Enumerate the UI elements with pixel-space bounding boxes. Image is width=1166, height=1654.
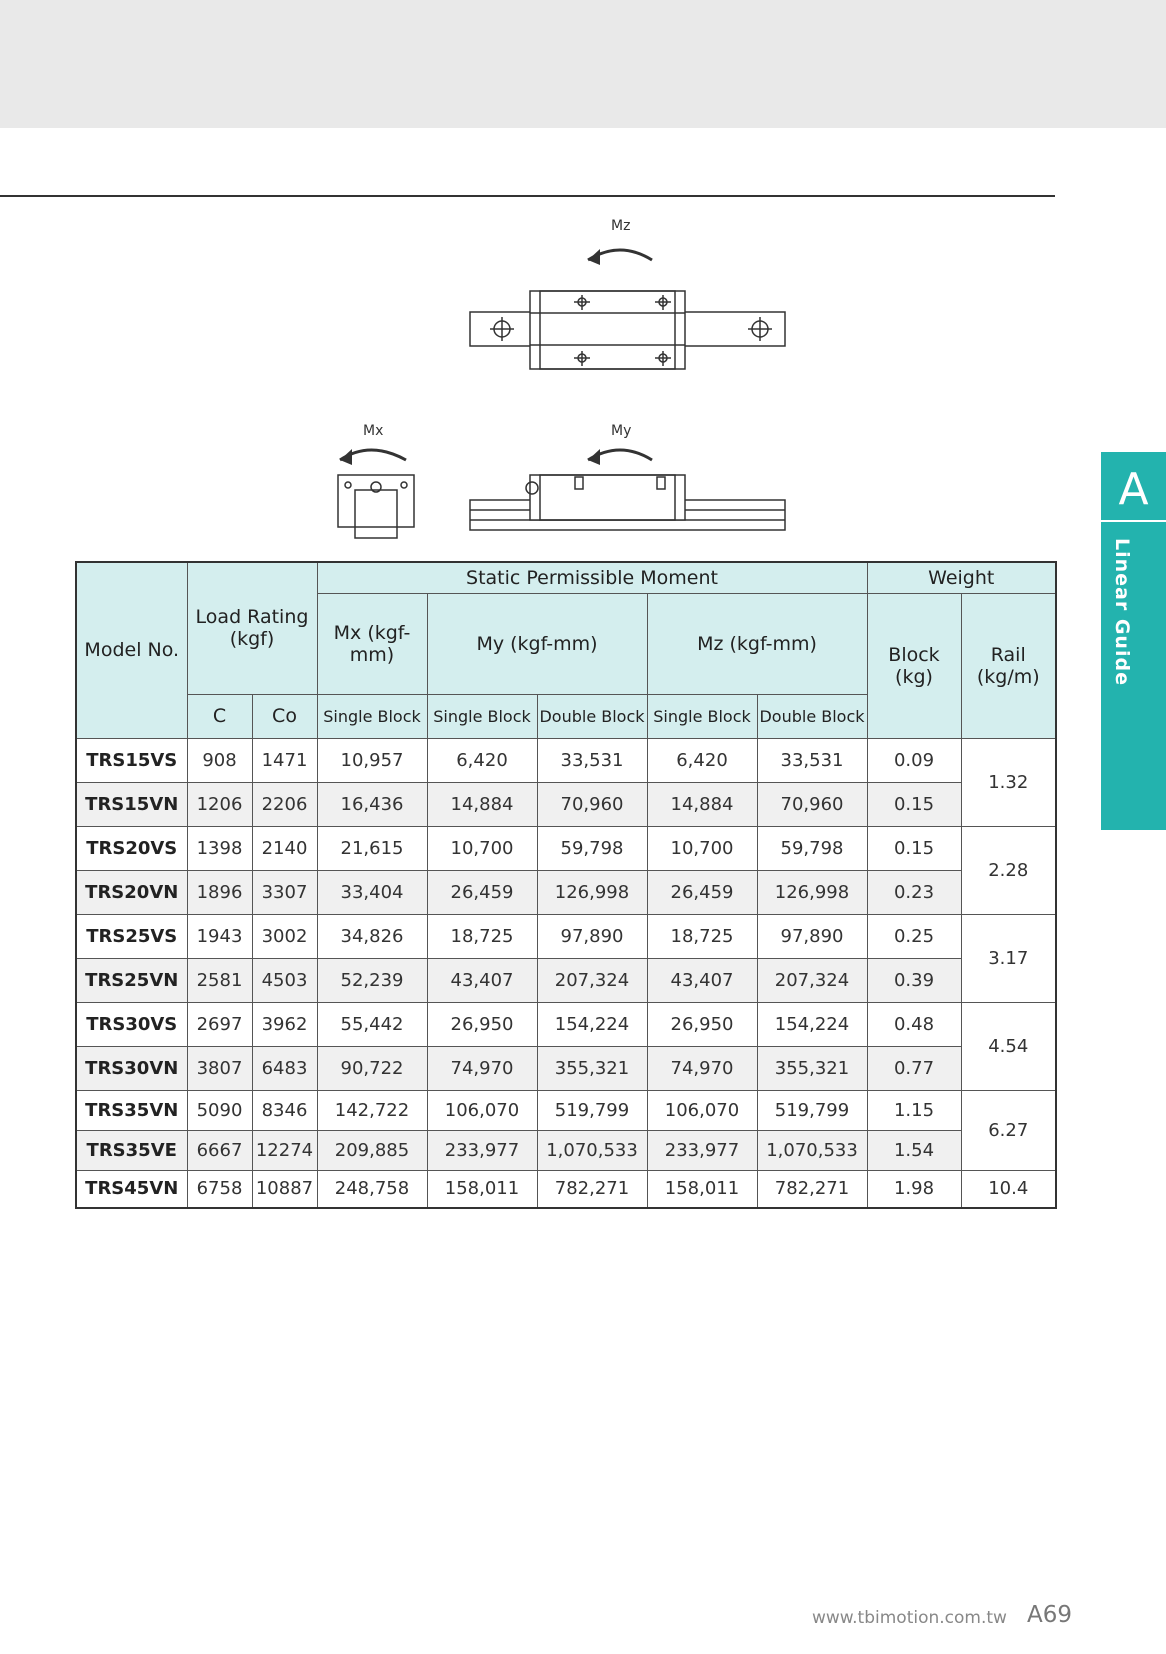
header-co: Co <box>252 694 317 738</box>
table-cell: 0.48 <box>867 1002 961 1046</box>
model-cell: TRS45VN <box>76 1170 187 1208</box>
model-cell: TRS15VS <box>76 738 187 782</box>
table-cell: 158,011 <box>647 1170 757 1208</box>
table-row <box>76 826 1056 870</box>
header-mz: Mz (kgf-mm) <box>647 593 867 694</box>
top-view-diagram <box>470 249 785 369</box>
table-row <box>76 1130 1056 1170</box>
table-cell: 519,799 <box>537 1090 647 1130</box>
rail-weight-cell: 6.27 <box>961 1090 1056 1170</box>
table-cell: 43,407 <box>427 958 537 1002</box>
model-cell: TRS25VN <box>76 958 187 1002</box>
table-cell: 10,700 <box>427 826 537 870</box>
header-my-single: Single Block <box>427 694 537 738</box>
table-cell: 52,239 <box>317 958 427 1002</box>
end-view-diagram <box>338 449 414 538</box>
header-model: Model No. <box>76 562 187 738</box>
table-cell: 10887 <box>252 1170 317 1208</box>
section-letter: A <box>1118 464 1149 515</box>
page-number: A69 <box>1027 1602 1073 1628</box>
table-row <box>76 1170 1056 1208</box>
table-cell: 6758 <box>187 1170 252 1208</box>
section-tab-divider <box>1101 520 1166 522</box>
table-cell: 4503 <box>252 958 317 1002</box>
table-cell: 6483 <box>252 1046 317 1090</box>
table-cell: 1,070,533 <box>757 1130 867 1170</box>
table-cell: 1.15 <box>867 1090 961 1130</box>
table-cell: 1398 <box>187 826 252 870</box>
header-static-moment: Static Permissible Moment <box>317 562 867 593</box>
table-cell: 3002 <box>252 914 317 958</box>
table-cell: 10,700 <box>647 826 757 870</box>
table-cell: 3962 <box>252 1002 317 1046</box>
table-cell: 1943 <box>187 914 252 958</box>
table-cell: 1.54 <box>867 1130 961 1170</box>
rail-weight-cell: 3.17 <box>961 914 1056 1002</box>
section-label: Linear Guide <box>1111 538 1133 686</box>
header-load-rating: Load Rating (kgf) <box>187 562 317 694</box>
table-row <box>76 738 1056 782</box>
header-c: C <box>187 694 252 738</box>
table-cell: 2140 <box>252 826 317 870</box>
rail-weight-cell: 1.32 <box>961 738 1056 826</box>
header-rule <box>0 195 1055 197</box>
table-cell: 1.98 <box>867 1170 961 1208</box>
header-block-weight: Block (kg) <box>867 593 961 738</box>
header-rail-weight: Rail (kg/m) <box>961 593 1056 738</box>
table-cell: 207,324 <box>757 958 867 1002</box>
model-cell: TRS35VE <box>76 1130 187 1170</box>
rail-weight-cell: 2.28 <box>961 826 1056 914</box>
table-cell: 12274 <box>252 1130 317 1170</box>
table-cell: 59,798 <box>757 826 867 870</box>
header-mz-double: Double Block <box>757 694 867 738</box>
section-tab <box>1101 452 1166 830</box>
table-cell: 126,998 <box>537 870 647 914</box>
table-cell: 1471 <box>252 738 317 782</box>
header-band <box>0 0 1166 128</box>
table-row <box>76 1090 1056 1130</box>
table-row <box>76 870 1056 914</box>
moment-diagrams <box>330 215 810 540</box>
table-cell: 33,531 <box>757 738 867 782</box>
header-weight: Weight <box>867 562 1056 593</box>
table-cell: 97,890 <box>537 914 647 958</box>
table-cell: 55,442 <box>317 1002 427 1046</box>
table-cell: 3807 <box>187 1046 252 1090</box>
table-cell: 0.15 <box>867 782 961 826</box>
table-cell: 0.77 <box>867 1046 961 1090</box>
table-cell: 33,404 <box>317 870 427 914</box>
table-cell: 355,321 <box>757 1046 867 1090</box>
table-cell: 106,070 <box>427 1090 537 1130</box>
rail-weight-cell: 10.4 <box>961 1170 1056 1208</box>
header-my-double: Double Block <box>537 694 647 738</box>
table-cell: 26,459 <box>647 870 757 914</box>
table-cell: 908 <box>187 738 252 782</box>
model-cell: TRS20VN <box>76 870 187 914</box>
spec-table <box>75 561 1057 1209</box>
table-cell: 519,799 <box>757 1090 867 1130</box>
table-cell: 233,977 <box>647 1130 757 1170</box>
table-cell: 5090 <box>187 1090 252 1130</box>
table-cell: 8346 <box>252 1090 317 1130</box>
table-cell: 6,420 <box>427 738 537 782</box>
table-cell: 1896 <box>187 870 252 914</box>
model-cell: TRS30VS <box>76 1002 187 1046</box>
table-cell: 14,884 <box>647 782 757 826</box>
mx-label: Mx <box>363 423 384 439</box>
header-mx: Mx (kgf-mm) <box>317 593 427 694</box>
table-cell: 0.09 <box>867 738 961 782</box>
table-cell: 6,420 <box>647 738 757 782</box>
table-cell: 782,271 <box>757 1170 867 1208</box>
my-label: My <box>611 423 632 439</box>
header-my: My (kgf-mm) <box>427 593 647 694</box>
table-cell: 70,960 <box>757 782 867 826</box>
table-cell: 59,798 <box>537 826 647 870</box>
table-cell: 34,826 <box>317 914 427 958</box>
table-cell: 10,957 <box>317 738 427 782</box>
side-view-diagram <box>470 449 785 530</box>
table-cell: 0.15 <box>867 826 961 870</box>
table-cell: 233,977 <box>427 1130 537 1170</box>
header-mz-single: Single Block <box>647 694 757 738</box>
table-cell: 2697 <box>187 1002 252 1046</box>
table-cell: 355,321 <box>537 1046 647 1090</box>
footer-url: www.tbimotion.com.tw <box>812 1608 1007 1628</box>
table-cell: 0.25 <box>867 914 961 958</box>
table-row <box>76 958 1056 1002</box>
table-cell: 1206 <box>187 782 252 826</box>
table-row <box>76 914 1056 958</box>
model-cell: TRS15VN <box>76 782 187 826</box>
spec-table-body <box>76 738 1056 1208</box>
table-cell: 207,324 <box>537 958 647 1002</box>
table-cell: 782,271 <box>537 1170 647 1208</box>
table-cell: 106,070 <box>647 1090 757 1130</box>
table-cell: 16,436 <box>317 782 427 826</box>
table-row <box>76 1046 1056 1090</box>
rail-weight-cell: 4.54 <box>961 1002 1056 1090</box>
model-cell: TRS20VS <box>76 826 187 870</box>
table-cell: 74,970 <box>647 1046 757 1090</box>
model-cell: TRS30VN <box>76 1046 187 1090</box>
table-cell: 26,459 <box>427 870 537 914</box>
table-cell: 18,725 <box>427 914 537 958</box>
table-cell: 0.23 <box>867 870 961 914</box>
table-cell: 21,615 <box>317 826 427 870</box>
header-mx-single: Single Block <box>317 694 427 738</box>
table-cell: 18,725 <box>647 914 757 958</box>
table-cell: 158,011 <box>427 1170 537 1208</box>
table-cell: 126,998 <box>757 870 867 914</box>
table-cell: 0.39 <box>867 958 961 1002</box>
mz-label: Mz <box>611 218 631 234</box>
table-cell: 3307 <box>252 870 317 914</box>
table-cell: 154,224 <box>537 1002 647 1046</box>
model-cell: TRS25VS <box>76 914 187 958</box>
table-row <box>76 782 1056 826</box>
table-cell: 2581 <box>187 958 252 1002</box>
table-cell: 43,407 <box>647 958 757 1002</box>
table-cell: 26,950 <box>427 1002 537 1046</box>
table-cell: 74,970 <box>427 1046 537 1090</box>
table-cell: 70,960 <box>537 782 647 826</box>
table-cell: 2206 <box>252 782 317 826</box>
table-cell: 6667 <box>187 1130 252 1170</box>
model-cell: TRS35VN <box>76 1090 187 1130</box>
table-cell: 142,722 <box>317 1090 427 1130</box>
table-cell: 248,758 <box>317 1170 427 1208</box>
table-cell: 154,224 <box>757 1002 867 1046</box>
table-cell: 14,884 <box>427 782 537 826</box>
table-cell: 90,722 <box>317 1046 427 1090</box>
table-cell: 97,890 <box>757 914 867 958</box>
table-cell: 26,950 <box>647 1002 757 1046</box>
table-cell: 33,531 <box>537 738 647 782</box>
table-cell: 209,885 <box>317 1130 427 1170</box>
table-row <box>76 1002 1056 1046</box>
table-cell: 1,070,533 <box>537 1130 647 1170</box>
